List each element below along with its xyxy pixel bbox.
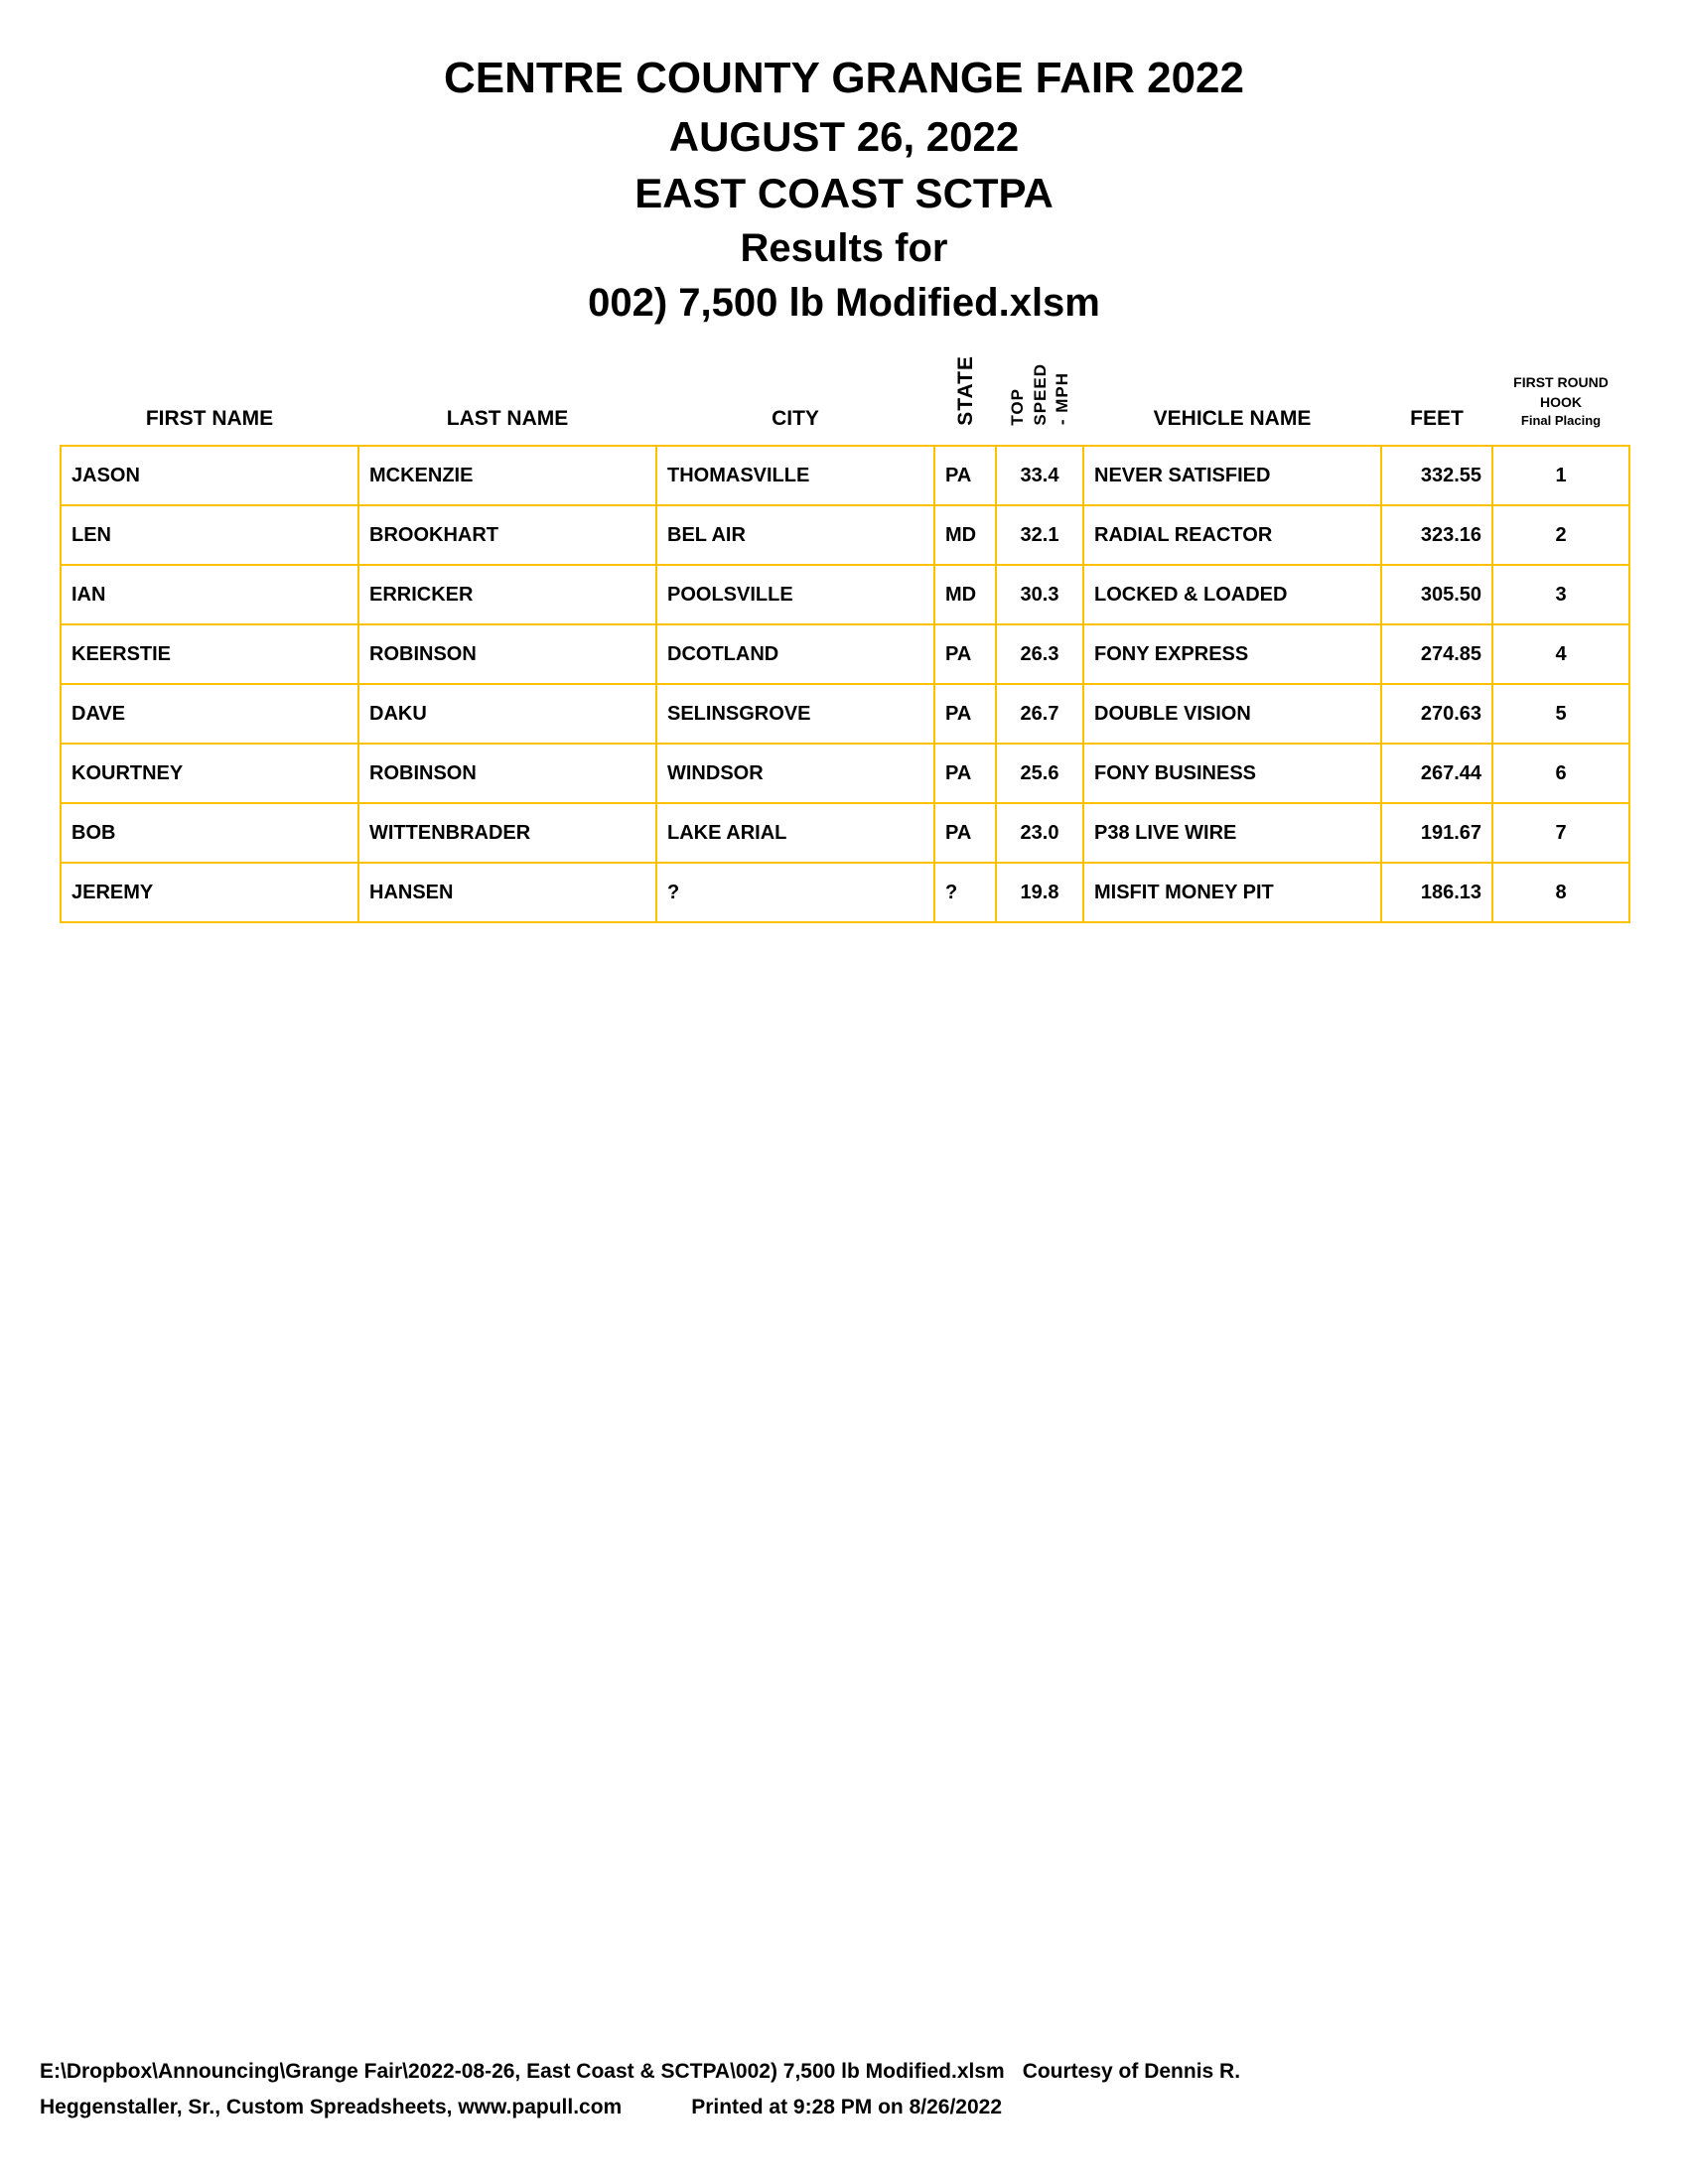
cell-first-name: IAN <box>61 565 358 624</box>
cell-first-name: KOURTNEY <box>61 744 358 803</box>
cell-final-placing: 5 <box>1492 684 1629 744</box>
cell-first-name: KEERSTIE <box>61 624 358 684</box>
cell-state: PA <box>934 803 996 863</box>
footer-printed-timestamp: Printed at 9:28 PM on 8/26/2022 <box>691 2096 1003 2119</box>
cell-first-name: JASON <box>61 446 358 505</box>
cell-state: MD <box>934 565 996 624</box>
column-header-city: CITY <box>772 407 819 431</box>
cell-feet: 323.16 <box>1381 505 1492 565</box>
cell-feet: 274.85 <box>1381 624 1492 684</box>
column-header-final-placing <box>1492 355 1629 447</box>
cell-city: LAKE ARIAL <box>656 803 934 863</box>
cell-vehicle-name: MISFIT MONEY PIT <box>1083 863 1381 922</box>
cell-top-speed: 33.4 <box>996 446 1083 505</box>
cell-vehicle-name: NEVER SATISFIED <box>1083 446 1381 505</box>
cell-last-name: ERRICKER <box>358 565 656 624</box>
cell-top-speed: 32.1 <box>996 505 1083 565</box>
cell-city: BEL AIR <box>656 505 934 565</box>
cell-final-placing: 4 <box>1492 624 1629 684</box>
cell-top-speed: 19.8 <box>996 863 1083 922</box>
table-header-row <box>61 355 1629 447</box>
column-header-state-label: STATE <box>953 354 977 426</box>
cell-last-name: MCKENZIE <box>358 446 656 505</box>
cell-city: ? <box>656 863 934 922</box>
cell-top-speed: 25.6 <box>996 744 1083 803</box>
cell-final-placing: 7 <box>1492 803 1629 863</box>
column-header-top-speed-line2: SPEED <box>1030 362 1050 426</box>
table-header <box>61 355 1629 447</box>
cell-last-name: ROBINSON <box>358 744 656 803</box>
cell-feet: 191.67 <box>1381 803 1492 863</box>
cell-city: SELINSGROVE <box>656 684 934 744</box>
cell-state: MD <box>934 505 996 565</box>
results-label: Results for <box>740 226 948 271</box>
column-header-top-speed <box>996 355 1083 447</box>
column-header-top-speed-line1: TOP <box>1007 387 1027 426</box>
table-body <box>61 446 1629 922</box>
cell-top-speed: 30.3 <box>996 565 1083 624</box>
cell-last-name: HANSEN <box>358 863 656 922</box>
cell-state: ? <box>934 863 996 922</box>
cell-feet: 270.63 <box>1381 684 1492 744</box>
cell-final-placing: 2 <box>1492 505 1629 565</box>
cell-first-name: DAVE <box>61 684 358 744</box>
cell-city: DCOTLAND <box>656 624 934 684</box>
cell-vehicle-name: RADIAL REACTOR <box>1083 505 1381 565</box>
column-header-top-speed-line3: - MPH <box>1053 372 1072 426</box>
cell-final-placing: 3 <box>1492 565 1629 624</box>
cell-final-placing: 1 <box>1492 446 1629 505</box>
table-row <box>61 505 1629 565</box>
cell-state: PA <box>934 684 996 744</box>
cell-vehicle-name: P38 LIVE WIRE <box>1083 803 1381 863</box>
column-header-state <box>934 355 996 447</box>
table-row <box>61 684 1629 744</box>
footer-courtesy: Courtesy of Dennis R. <box>1022 2059 1241 2083</box>
cell-vehicle-name: FONY EXPRESS <box>1083 624 1381 684</box>
cell-first-name: LEN <box>61 505 358 565</box>
table-row <box>61 565 1629 624</box>
footer-courtesy-continued: Heggenstaller, Sr., Custom Spreadsheets, www.papull.com <box>40 2096 623 2119</box>
cell-last-name: ROBINSON <box>358 624 656 684</box>
class-file-name: 002) 7,500 lb Modified.xlsm <box>588 281 1100 326</box>
table-row <box>61 803 1629 863</box>
cell-top-speed: 23.0 <box>996 803 1083 863</box>
cell-state: PA <box>934 446 996 505</box>
column-header-placing-line2: HOOK <box>1540 394 1582 411</box>
event-date: AUGUST 26, 2022 <box>668 112 1020 160</box>
table-row <box>61 446 1629 505</box>
cell-feet: 267.44 <box>1381 744 1492 803</box>
title-block <box>60 55 1628 326</box>
table-row <box>61 744 1629 803</box>
cell-last-name: WITTENBRADER <box>358 803 656 863</box>
cell-first-name: BOB <box>61 803 358 863</box>
column-header-last-name: LAST NAME <box>446 407 569 431</box>
results-table-container <box>60 355 1628 924</box>
cell-city: WINDSOR <box>656 744 934 803</box>
cell-feet: 305.50 <box>1381 565 1492 624</box>
column-header-first-name: FIRST NAME <box>145 407 274 431</box>
column-header-placing-line1: FIRST ROUND <box>1513 373 1609 390</box>
footer-file-path: E:\Dropbox\Announcing\Grange Fair\2022-08-26, East Coast & SCTPA\002) 7,500 lb Modified.xlsm <box>40 2059 1005 2083</box>
column-header-feet: FEET <box>1410 407 1464 431</box>
footer <box>40 2054 1648 2127</box>
cell-state: PA <box>934 744 996 803</box>
column-header-vehicle-name: VEHICLE NAME <box>1153 407 1312 431</box>
cell-last-name: BROOKHART <box>358 505 656 565</box>
table-row <box>61 624 1629 684</box>
cell-first-name: JEREMY <box>61 863 358 922</box>
cell-top-speed: 26.3 <box>996 624 1083 684</box>
cell-state: PA <box>934 624 996 684</box>
cell-city: POOLSVILLE <box>656 565 934 624</box>
cell-vehicle-name: LOCKED & LOADED <box>1083 565 1381 624</box>
cell-final-placing: 8 <box>1492 863 1629 922</box>
cell-vehicle-name: FONY BUSINESS <box>1083 744 1381 803</box>
table-row <box>61 863 1629 922</box>
cell-feet: 186.13 <box>1381 863 1492 922</box>
cell-last-name: DAKU <box>358 684 656 744</box>
page-title: CENTRE COUNTY GRANGE FAIR 2022 <box>443 54 1244 102</box>
organization-name: EAST COAST SCTPA <box>634 169 1054 216</box>
cell-final-placing: 6 <box>1492 744 1629 803</box>
results-table <box>60 355 1630 924</box>
cell-feet: 332.55 <box>1381 446 1492 505</box>
cell-vehicle-name: DOUBLE VISION <box>1083 684 1381 744</box>
column-header-placing-line3: Final Placing <box>1520 413 1602 429</box>
cell-top-speed: 26.7 <box>996 684 1083 744</box>
cell-city: THOMASVILLE <box>656 446 934 505</box>
